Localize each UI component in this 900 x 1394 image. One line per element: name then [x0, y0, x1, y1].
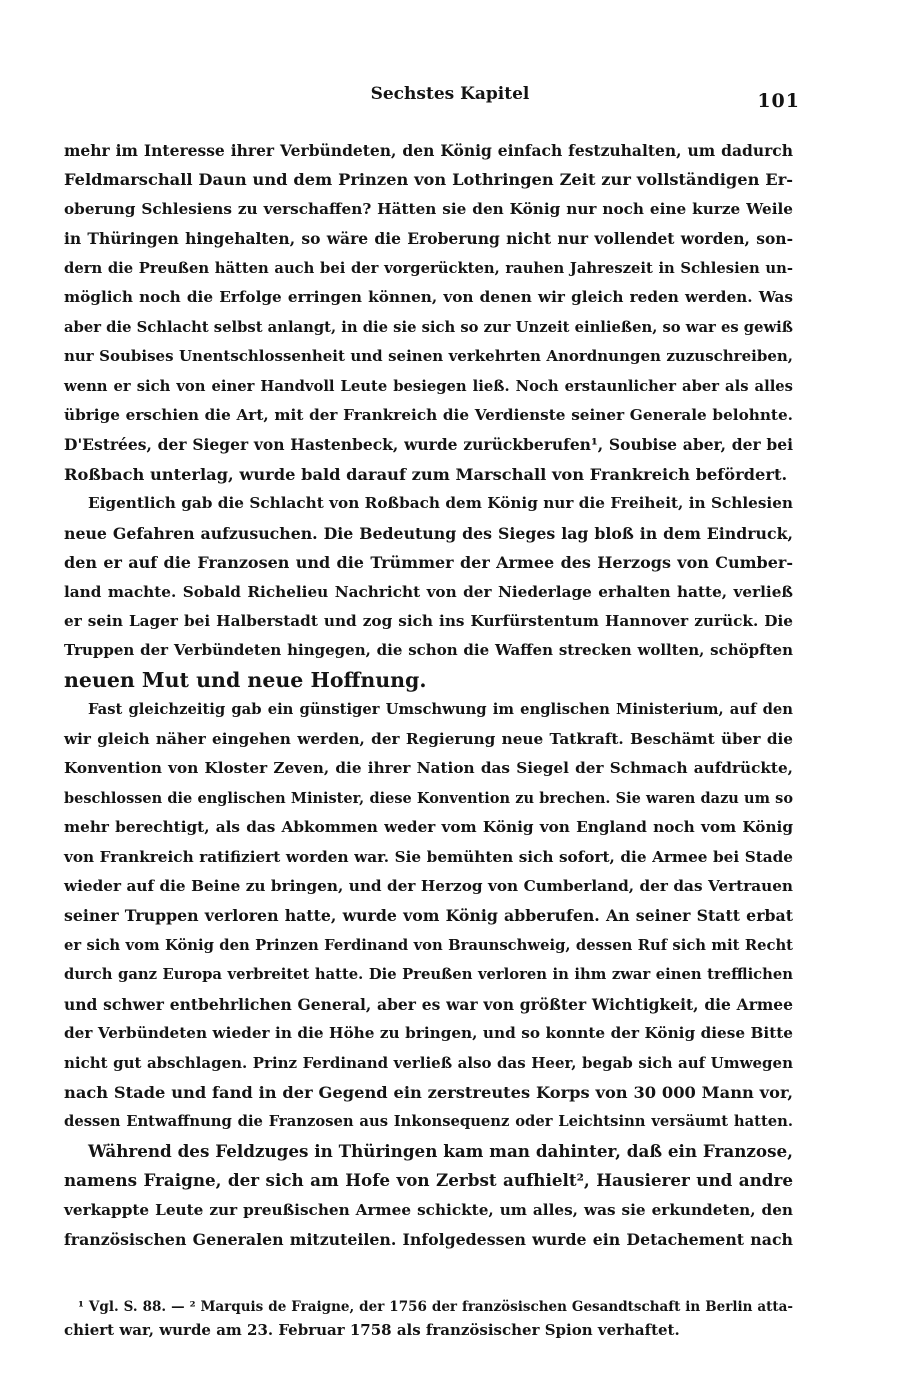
text-line: wenn er sich von einer Handvoll Leute besiegen ließ. Noch erstaunlicher aber als alles [64, 377, 793, 395]
text-line: nach Stade und fand in der Gegend ein zerstreutes Korps von 30 000 Mann vor, [64, 1083, 793, 1102]
text-line: Truppen der Verbündeten hingegen, die schon die Waffen strecken wollten, schöpften [64, 641, 793, 660]
text-line: mehr im Interesse ihrer Verbündeten, den König einfach festzuhalten, um dadurch [64, 141, 793, 160]
text-line: neuen Mut und neue Hoffnung. [64, 667, 427, 692]
text-line: den er auf die Franzosen und die Trümmer der Armee des Herzogs von Cumber- [64, 553, 793, 573]
text-line: von Frankreich ratifiziert worden war. Sie bemühten sich sofort, die Armee bei Stade [64, 847, 793, 866]
text-line: wir gleich näher eingehen werden, der Regierung neue Tatkraft. Beschämt über die [64, 729, 793, 748]
text-line: Eigentlich gab die Schlacht von Roßbach dem König nur die Freiheit, in Schlesien [88, 494, 793, 513]
text-line: oberung Schlesiens zu verschaffen? Hätten sie den König nur noch eine kurze Weile [64, 199, 793, 218]
text-line: Roßbach unterlag, wurde bald darauf zum Marschall von Frankreich befördert. [64, 464, 788, 484]
text-line: nicht gut abschlagen. Prinz Ferdinand verließ also das Heer, begab sich auf Umwegen [64, 1053, 793, 1072]
text-line: nur Soubises Unentschlossenheit und seinen verkehrten Anordnungen zuzuschreiben, [64, 347, 793, 366]
text-line: dern die Preußen hätten auch bei der vorgerückten, rauhen Jahreszeit in Schlesien un- [64, 259, 793, 277]
text-line: Während des Feldzuges in Thüringen kam man dahinter, daß ein Franzose, [88, 1140, 793, 1161]
text-line: land machte. Sobald Richelieu Nachricht von der Niederlage erhalten hatte, verließ [64, 582, 793, 601]
text-line: er sein Lager bei Halberstadt und zog sich ins Kurfürstentum Hannover zurück. Die [64, 612, 793, 630]
footnote-line: chiert war, wurde am 23. Februar 1758 als französischer Spion verhaftet. [64, 1321, 680, 1339]
text-line: er sich vom König den Prinzen Ferdinand von Braunschweig, dessen Ruf sich mit Recht [64, 936, 793, 954]
text-line: verkappte Leute zur preußischen Armee schickte, um alles, was sie erkundeten, den [64, 1200, 793, 1219]
text-line: möglich noch die Erfolge erringen können, von denen wir gleich reden werden. Was [64, 288, 793, 307]
text-line: wieder auf die Beine zu bringen, und der Herzog von Cumberland, der das Vertrauen [64, 876, 793, 895]
text-line: seiner Truppen verloren hatte, wurde vom König abberufen. An seiner Statt erbat [64, 906, 793, 926]
text-line: Feldmarschall Daun und dem Prinzen von Lothringen Zeit zur vollständigen Er- [64, 170, 793, 190]
text-line: namens Fraigne, der sich am Hofe von Zerbst aufhielt², Hausierer und andre [64, 1170, 793, 1191]
footnotes [64, 1296, 793, 1342]
body-text [64, 136, 793, 1255]
text-line: übrige erschien die Art, mit der Frankreich die Verdienste seiner Generale belohnte. [64, 405, 793, 424]
text-line: dessen Entwaffnung die Franzosen aus Inkonsequenz oder Leichtsinn versäumt hatten. [64, 1113, 793, 1131]
text-line: aber die Schlacht selbst anlangt, in die sie sich so zur Unzeit einließen, so war es gewiß [64, 318, 793, 336]
text-line: in Thüringen hingehalten, so wäre die Eroberung nicht nur vollendet worden, son- [64, 229, 793, 249]
footnote-line: ¹ Vgl. S. 88. — ² Marquis de Fraigne, der 1756 der französischen Gesandtschaft in Berlin atta- [78, 1299, 793, 1315]
page-number: 101 [757, 90, 800, 112]
text-line: beschlossen die englischen Minister, diese Konvention zu brechen. Sie waren dazu um so [64, 789, 793, 807]
text-line: neue Gefahren aufzusuchen. Die Bedeutung des Sieges lag bloß in dem Eindruck, [64, 523, 793, 543]
text-line: D'Estrées, der Sieger von Hastenbeck, wurde zurückberufen¹, Soubise aber, der bei [64, 435, 793, 455]
text-line: französischen Generalen mitzuteilen. Infolgedessen wurde ein Detachement nach [64, 1230, 793, 1250]
text-line: durch ganz Europa verbreitet hatte. Die Preußen verloren in ihm zwar einen trefflichen [64, 966, 793, 984]
text-line: Fast gleichzeitig gab ein günstiger Umschwung im englischen Ministerium, auf den [88, 701, 793, 719]
text-line: und schwer entbehrlichen General, aber es war von größter Wichtigkeit, die Armee [64, 994, 793, 1014]
text-line: mehr berechtigt, als das Abkommen weder vom König von England noch vom König [64, 818, 793, 837]
text-line: der Verbündeten wieder in die Höhe zu bringen, und so konnte der König diese Bitte [64, 1024, 793, 1043]
running-head: Sechstes Kapitel [370, 84, 530, 104]
text-line: Konvention von Kloster Zeven, die ihrer Nation das Siegel der Schmach aufdrückte, [64, 759, 793, 778]
